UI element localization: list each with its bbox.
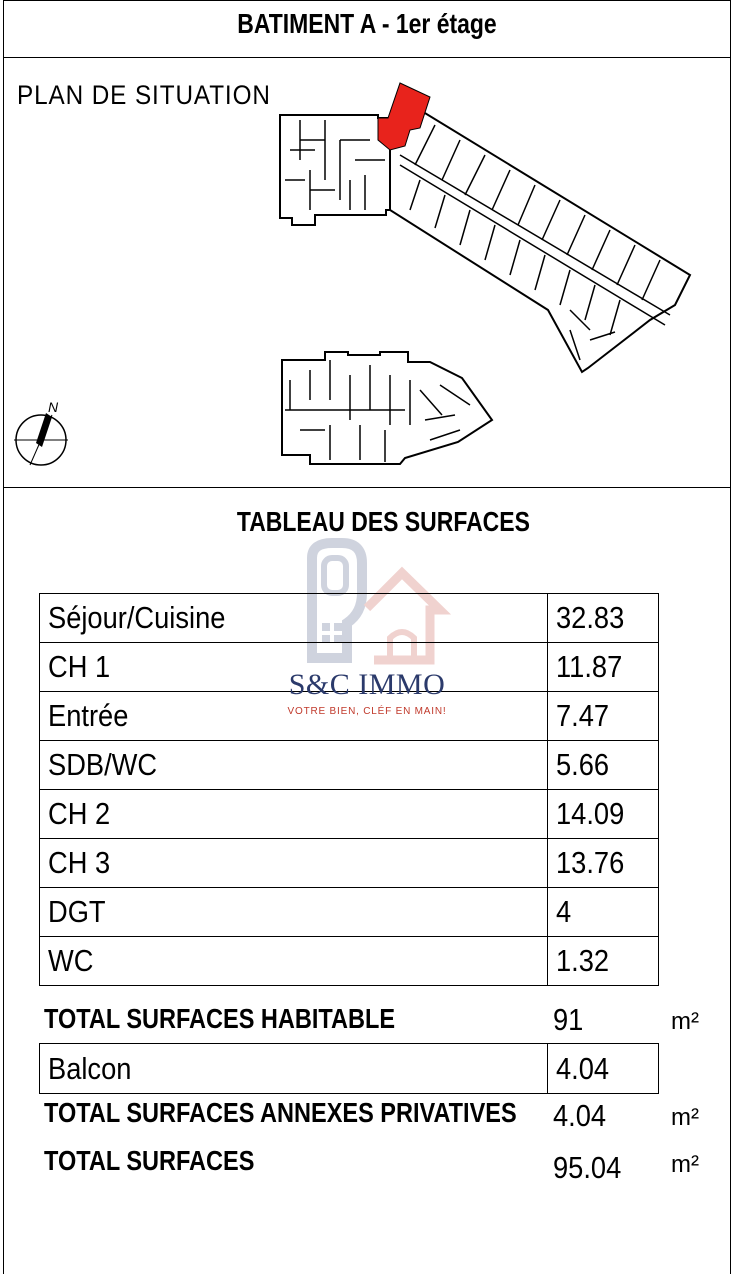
plan-label: PLAN DE SITUATION	[17, 80, 271, 110]
table-row	[40, 937, 659, 986]
north-compass-icon	[10, 393, 74, 471]
table-row	[40, 1044, 659, 1094]
total-surfaces-label: TOTAL SURFACES	[44, 1145, 255, 1176]
room-surface: 11.87	[548, 643, 659, 692]
room-name: WC	[40, 937, 548, 986]
table-row	[40, 790, 659, 839]
top-border	[3, 0, 731, 1]
room-name: CH 1	[40, 643, 548, 692]
total-annexes-label: TOTAL SURFACES ANNEXES PRIVATIVES	[44, 1097, 517, 1128]
room-name: Séjour/Cuisine	[40, 594, 548, 643]
total-annexes-value: 4.04	[553, 1098, 607, 1133]
watermark-tagline: VOTRE BIEN, CLÉF EN MAIN!	[287, 706, 447, 717]
room-name: DGT	[40, 888, 548, 937]
section-title: TABLEAU DES SURFACES	[236, 506, 530, 537]
page-title: BATIMENT A - 1er étage	[237, 8, 497, 39]
header-divider	[3, 57, 731, 58]
north-label: N	[48, 399, 59, 415]
table-row	[40, 741, 659, 790]
total-surfaces-value: 95.04	[553, 1150, 622, 1185]
total-habitable-unit: m²	[671, 1008, 699, 1035]
highlighted-apartment	[378, 83, 430, 150]
annex-name: Balcon	[40, 1044, 548, 1094]
table-row	[40, 839, 659, 888]
total-habitable-label: TOTAL SURFACES HABITABLE	[44, 1003, 396, 1034]
total-annexes-unit: m²	[671, 1104, 699, 1131]
total-habitable-value: 91	[553, 1002, 584, 1037]
total-surfaces-unit: m²	[671, 1151, 699, 1178]
surfaces-table	[39, 593, 659, 986]
watermark-brand: S&C IMMO	[288, 668, 446, 701]
room-name: SDB/WC	[40, 741, 548, 790]
site-plan	[270, 80, 710, 480]
room-surface: 5.66	[548, 741, 659, 790]
room-surface: 13.76	[548, 839, 659, 888]
building-b	[282, 352, 492, 464]
annexes-table	[39, 1043, 659, 1094]
room-surface: 7.47	[548, 692, 659, 741]
room-surface: 4	[548, 888, 659, 937]
room-surface: 1.32	[548, 937, 659, 986]
building-a-wing	[390, 110, 690, 372]
room-name: CH 2	[40, 790, 548, 839]
room-surface: 32.83	[548, 594, 659, 643]
building-a-left-block	[280, 115, 390, 225]
table-row	[40, 594, 659, 643]
table-row	[40, 888, 659, 937]
room-name: Entrée	[40, 692, 548, 741]
section-divider	[3, 487, 731, 488]
room-name: CH 3	[40, 839, 548, 888]
annex-surface: 4.04	[548, 1044, 659, 1094]
room-surface: 14.09	[548, 790, 659, 839]
